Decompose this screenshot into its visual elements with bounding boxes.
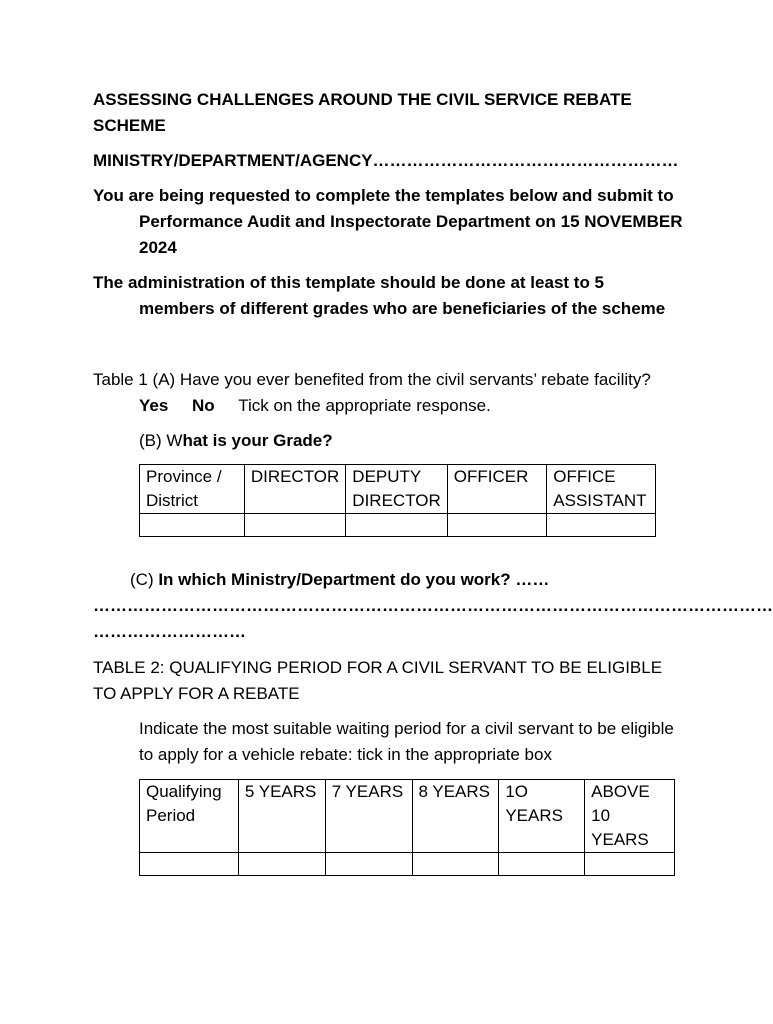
period-cell-5-years[interactable]: [238, 853, 325, 876]
period-cell-10-years[interactable]: [499, 853, 585, 876]
period-header-10-years: 1O YEARS: [499, 780, 585, 853]
table-row: [140, 853, 675, 876]
ministry-answer-line-1[interactable]: …………………………………………………………………………………………………………: [93, 596, 773, 615]
grade-header-officer: OFFICER: [447, 465, 547, 514]
ministry-field-line: MINISTRY/DEPARTMENT/AGENCY………………………………………………: [93, 151, 679, 170]
grade-cell-director[interactable]: [244, 514, 345, 537]
period-cell-label[interactable]: [140, 853, 239, 876]
administration-note: The administration of this template should be done at least to 5 members of different grades who are beneficiaries of the scheme: [93, 273, 666, 318]
period-cell-8-years[interactable]: [412, 853, 499, 876]
grade-header-director: DIRECTOR: [244, 465, 345, 514]
table-row: [140, 514, 656, 537]
grade-cell-province[interactable]: [140, 514, 245, 537]
grade-cell-officer[interactable]: [447, 514, 547, 537]
document-title: ASSESSING CHALLENGES AROUND THE CIVIL SERVICE REBATE SCHEME: [93, 90, 632, 135]
period-cell-above-10-years[interactable]: [585, 853, 675, 876]
question-c-text: In which Ministry/Department do you work? ……: [158, 570, 550, 589]
question-a-instruction: Tick on the appropriate response.: [238, 396, 491, 415]
submission-instruction: You are being requested to complete the templates below and submit to Performance Audit and Inspectorate Department on 15 NOVEMBER 2024: [93, 186, 683, 257]
document-page: [93, 87, 773, 876]
period-header-5-years: 5 YEARS: [238, 780, 325, 853]
question-b-text: hat is your Grade?: [182, 431, 333, 450]
grade-header-office-assistant: OFFICE ASSISTANT: [547, 465, 656, 514]
table-row: [140, 465, 656, 514]
table1-question-a: [93, 367, 683, 419]
period-cell-7-years[interactable]: [325, 853, 412, 876]
question-c-prefix: (C): [130, 570, 159, 589]
table2-instruction: Indicate the most suitable waiting period for a civil servant to be eligible to apply for a vehicle rebate: tick in the appropriate box: [139, 719, 674, 764]
table2-title: TABLE 2: QUALIFYING PERIOD FOR A CIVIL SERVANT TO BE ELIGIBLE TO APPLY FOR A REBATE: [93, 658, 663, 703]
grade-header-province: Province / District: [140, 465, 245, 514]
period-header-label: Qualifying Period: [140, 780, 239, 853]
qualifying-period-table: [139, 779, 675, 876]
ministry-answer-line-2[interactable]: ………………………: [93, 622, 246, 641]
period-header-7-years: 7 YEARS: [325, 780, 412, 853]
question-b-prefix: (B) W: [139, 431, 183, 450]
question-a-text: Table 1 (A) Have you ever benefited from the civil servants’ rebate facility?: [93, 370, 651, 389]
no-option[interactable]: No: [191, 396, 215, 415]
period-header-above-10-years: ABOVE 10 YEARS: [585, 780, 675, 853]
table1-question-c: [93, 567, 683, 593]
grade-header-deputy-director: DEPUTY DIRECTOR: [346, 465, 447, 514]
table1-question-b: [93, 428, 683, 454]
grade-cell-office-assistant[interactable]: [547, 514, 656, 537]
period-header-8-years: 8 YEARS: [412, 780, 499, 853]
grade-cell-deputy-director[interactable]: [346, 514, 447, 537]
grade-table: [139, 464, 656, 537]
table-row: [140, 780, 675, 853]
yes-option[interactable]: Yes: [139, 396, 169, 415]
